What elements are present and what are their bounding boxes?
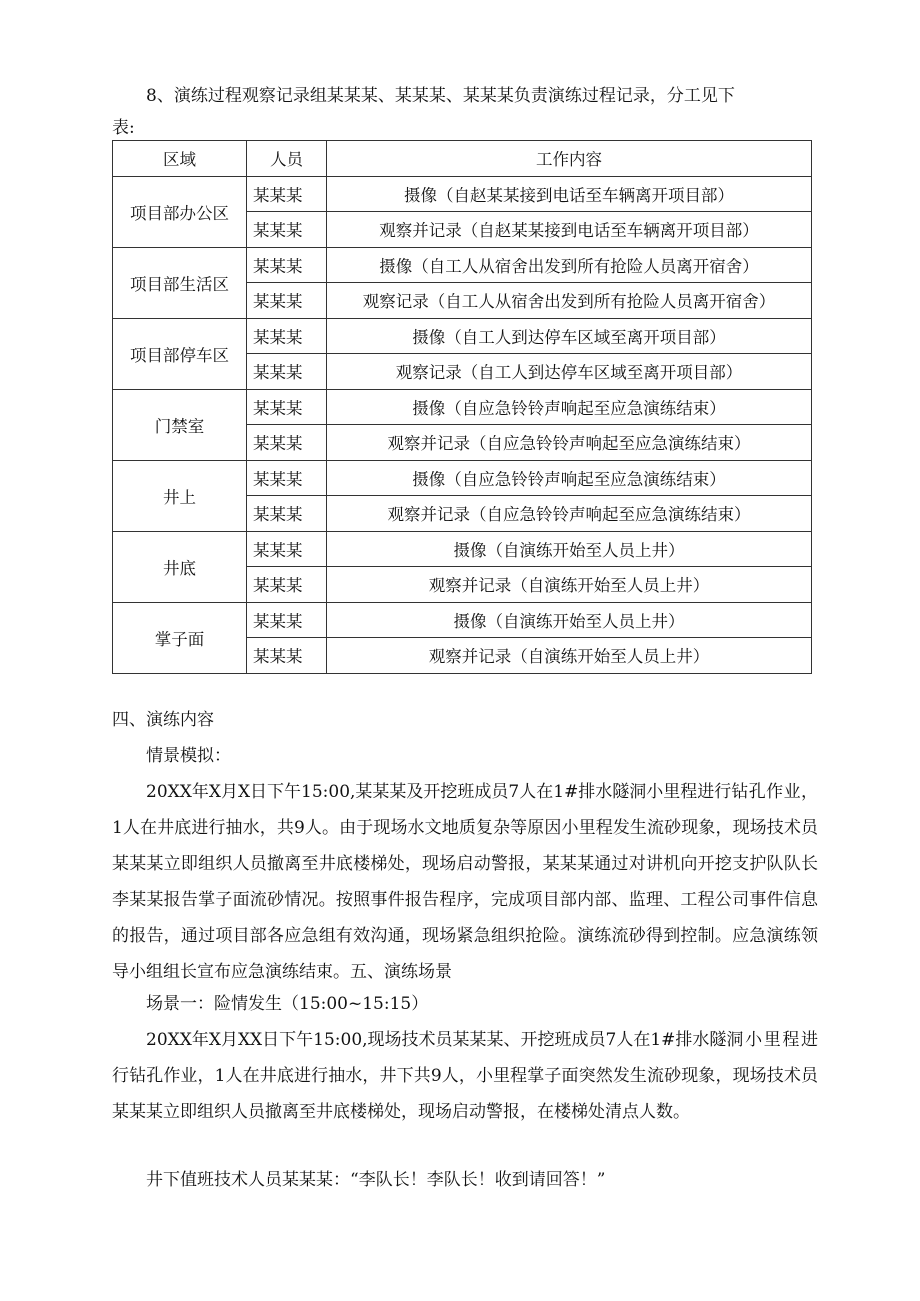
assignment-table xyxy=(112,140,812,674)
table-row xyxy=(113,531,812,567)
person-cell: 某某某 xyxy=(247,212,327,248)
area-cell: 项目部停车区 xyxy=(113,318,247,389)
scenario-paragraph-body: 孔作业，1人在井底进行抽水，共9人。由于现场水文地质复杂等原因小里程发生流砂现象，现场技术员某某某立即组织人员撤离至井底楼梯处，现场启动警报，某某某通过对讲机向开挖支护队队长李某某报告掌子面流砂情况。按照事件报告程序，完成项目部内部、监理、工程公司事件信息的报告，通过项目部各应急组有效沟通，现场紧急组织抢险。演练流砂得到控制。应急演练领导小组组长宣布应急演练结束。五、演练场景 xyxy=(112,782,818,982)
area-cell: 井底 xyxy=(113,531,247,602)
task-cell: 摄像（自演练开始至人员上井） xyxy=(327,602,812,638)
scene-simulation-label: 情景模拟： xyxy=(146,746,231,766)
task-cell: 摄像（自演练开始至人员上井） xyxy=(327,531,812,567)
header-area: 区域 xyxy=(113,141,247,177)
area-cell: 项目部生活区 xyxy=(113,247,247,318)
task-cell: 摄像（自应急铃铃声响起至应急演练结束） xyxy=(327,389,812,425)
table-header-row xyxy=(113,141,812,177)
person-cell: 某某某 xyxy=(247,283,327,319)
person-cell: 某某某 xyxy=(247,496,327,532)
task-cell: 观察并记录（自赵某某接到电话至车辆离开项目部） xyxy=(327,212,812,248)
task-cell: 观察并记录（自演练开始至人员上井） xyxy=(327,567,812,603)
person-cell: 某某某 xyxy=(247,460,327,496)
dialogue-line: 井下值班技术人员某某某：“李队长！李队长！收到请回答！” xyxy=(146,1170,606,1190)
task-cell: 观察记录（自工人到达停车区域至离开项目部） xyxy=(327,354,812,390)
task-cell: 观察记录（自工人从宿舍出发到所有抢险人员离开宿舍） xyxy=(327,283,812,319)
section-4-heading: 四、演练内容 xyxy=(112,710,214,730)
scenario-paragraph xyxy=(112,774,818,990)
area-cell: 项目部办公区 xyxy=(113,176,247,247)
area-cell: 井上 xyxy=(113,460,247,531)
scenario-paragraph-first-line: 20XX年X月X日下午15:00,某某某及开挖班成员7人在1#排水隧洞小里程进行钻 xyxy=(146,782,749,802)
intro-line-1: 8、演练过程观察记录组某某某、某某某、某某某负责演练过程记录，分工见下 xyxy=(146,86,735,106)
person-cell: 某某某 xyxy=(247,247,327,283)
task-cell: 观察并记录（自演练开始至人员上井） xyxy=(327,638,812,674)
scene-1-paragraph xyxy=(112,1022,818,1130)
person-cell: 某某某 xyxy=(247,425,327,461)
table-row xyxy=(113,318,812,354)
task-cell: 观察并记录（自应急铃铃声响起至应急演练结束） xyxy=(327,425,812,461)
task-cell: 摄像（自工人到达停车区域至离开项目部） xyxy=(327,318,812,354)
area-cell: 掌子面 xyxy=(113,602,247,673)
intro-line-2: 表: xyxy=(112,118,135,138)
header-person: 人员 xyxy=(247,141,327,177)
task-cell: 摄像（自工人从宿舍出发到所有抢险人员离开宿舍） xyxy=(327,247,812,283)
person-cell: 某某某 xyxy=(247,531,327,567)
task-cell: 观察并记录（自应急铃铃声响起至应急演练结束） xyxy=(327,496,812,532)
person-cell: 某某某 xyxy=(247,354,327,390)
person-cell: 某某某 xyxy=(247,567,327,603)
area-cell: 门禁室 xyxy=(113,389,247,460)
task-cell: 摄像（自赵某某接到电话至车辆离开项目部） xyxy=(327,176,812,212)
person-cell: 某某某 xyxy=(247,638,327,674)
scene-1-title: 场景一：险情发生（15:00~15:15） xyxy=(146,994,429,1014)
task-cell: 摄像（自应急铃铃声响起至应急演练结束） xyxy=(327,460,812,496)
table-row xyxy=(113,389,812,425)
table-row xyxy=(113,176,812,212)
person-cell: 某某某 xyxy=(247,176,327,212)
table-row xyxy=(113,602,812,638)
header-task: 工作内容 xyxy=(327,141,812,177)
person-cell: 某某某 xyxy=(247,318,327,354)
person-cell: 某某某 xyxy=(247,389,327,425)
table-row xyxy=(113,247,812,283)
scene-1-paragraph-first-line: 20XX年X月XX日下午15:00,现场技术员某某某、开挖班成员7人在1#排水隧洞 xyxy=(146,1030,744,1050)
scene-1-paragraph-body: 小里程进行钻孔作业，1人在井底进行抽水，井下共9人，小里程掌子面突然发生流砂现象，现场技术员某某某立即组织人员撤离至井底楼梯处，现场启动警报，在楼梯处清点人数。 xyxy=(112,1030,818,1122)
person-cell: 某某某 xyxy=(247,602,327,638)
table-row xyxy=(113,460,812,496)
